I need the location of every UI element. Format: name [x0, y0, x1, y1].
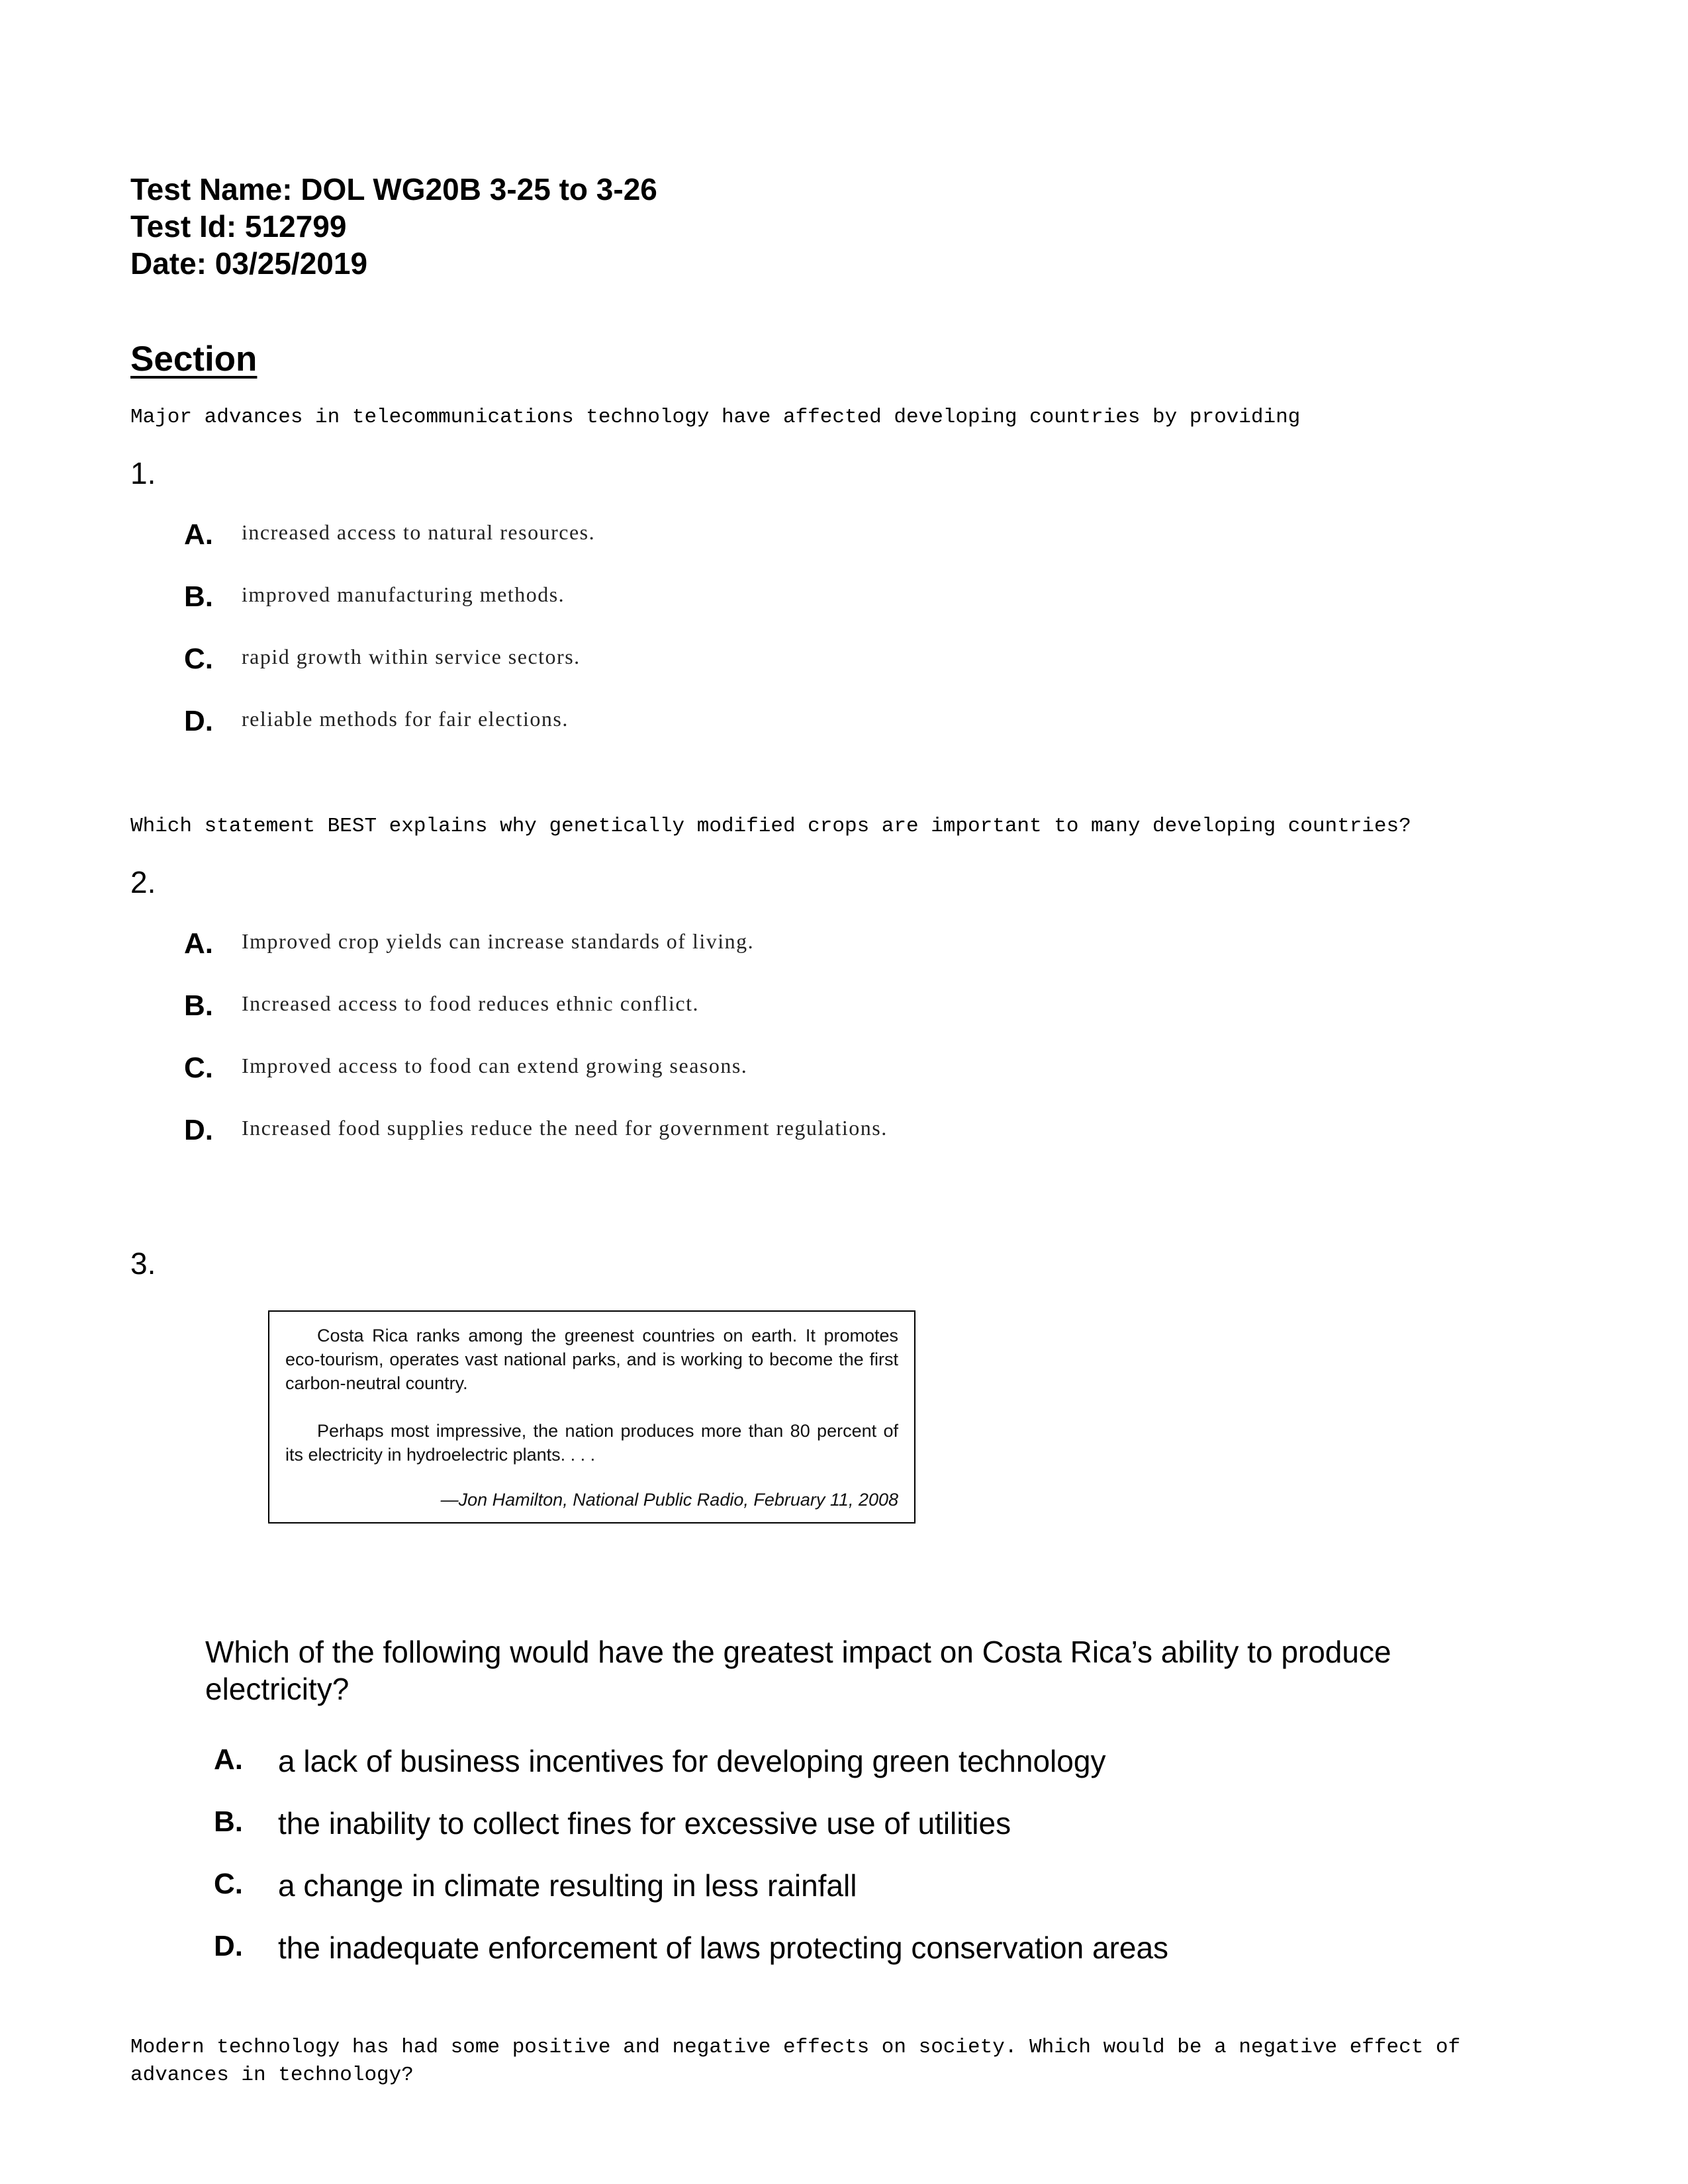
- section-title: Section: [130, 340, 258, 379]
- q1-option-b-text[interactable]: improved manufacturing methods.: [242, 582, 565, 606]
- test-name: Test Name: DOL WG20B 3-25 to 3-26: [130, 172, 657, 206]
- q1-option-c-text[interactable]: rapid growth within service sectors.: [242, 645, 581, 668]
- q3-option-b-text[interactable]: the inability to collect fines for excessive use of utilities: [278, 1806, 1011, 1841]
- q2-option-c-text[interactable]: Improved access to food can extend growing seasons.: [242, 1054, 748, 1077]
- q3-option-c-text[interactable]: a change in climate resulting in less rainfall: [278, 1868, 857, 1903]
- question-2-number: 2.: [130, 865, 156, 899]
- q1-option-a-letter[interactable]: A.: [184, 518, 213, 551]
- question-3-stem: Which of the following would have the greatest impact on Costa Rica’s ability to produce electricity?: [205, 1635, 1391, 1706]
- q1-option-c-letter[interactable]: C.: [184, 643, 213, 675]
- question-1-number: 1.: [130, 456, 156, 490]
- quote-paragraph-1: Costa Rica ranks among the greenest countries on earth. It promotes eco-tourism, operates vast national parks, and is working to become the first carbon-neutral country.: [285, 1326, 898, 1393]
- q3-option-c-letter[interactable]: C.: [214, 1868, 243, 1900]
- q1-option-b-letter[interactable]: B.: [184, 580, 213, 613]
- quote-box: [268, 1310, 915, 1524]
- question-4-stem: Modern technology has had some positive and negative effects on society. Which would be a negative effect of advances in technology?: [130, 2036, 1473, 2087]
- q2-option-a-text[interactable]: Improved crop yields can increase standards of living.: [242, 929, 755, 953]
- q1-option-d-text[interactable]: reliable methods for fair elections.: [242, 707, 569, 731]
- q2-option-d-letter[interactable]: D.: [184, 1114, 213, 1146]
- q2-option-c-letter[interactable]: C.: [184, 1052, 213, 1084]
- q1-option-a-text[interactable]: increased access to natural resources.: [242, 520, 596, 544]
- quote-paragraph-2: Perhaps most impressive, the nation produces more than 80 percent of its electricity in hydroelectric plants. . . .: [285, 1421, 898, 1465]
- q3-option-d-text[interactable]: the inadequate enforcement of laws protecting conservation areas: [278, 1931, 1169, 1965]
- q3-option-a-text[interactable]: a lack of business incentives for developing green technology: [278, 1744, 1106, 1778]
- q2-option-b-text[interactable]: Increased access to food reduces ethnic conflict.: [242, 991, 699, 1015]
- q2-option-d-text[interactable]: Increased food supplies reduce the need for government regulations.: [242, 1116, 888, 1140]
- q3-option-b-letter[interactable]: B.: [214, 1805, 243, 1838]
- quote-citation: —Jon Hamilton, National Public Radio, February 11, 2008: [440, 1490, 898, 1510]
- q3-option-d-letter[interactable]: D.: [214, 1930, 243, 1962]
- q3-option-a-letter[interactable]: A.: [214, 1743, 243, 1776]
- test-date: Date: 03/25/2019: [130, 246, 368, 281]
- q2-option-b-letter[interactable]: B.: [184, 989, 213, 1022]
- q1-option-d-letter[interactable]: D.: [184, 705, 213, 737]
- q2-option-a-letter[interactable]: A.: [184, 927, 213, 960]
- question-1-stem: Major advances in telecommunications technology have affected developing countries by providing: [130, 406, 1301, 429]
- test-id: Test Id: 512799: [130, 209, 347, 244]
- question-2-stem: Which statement BEST explains why genetically modified crops are important to many developing countries?: [130, 815, 1411, 838]
- question-3-number: 3.: [130, 1246, 156, 1281]
